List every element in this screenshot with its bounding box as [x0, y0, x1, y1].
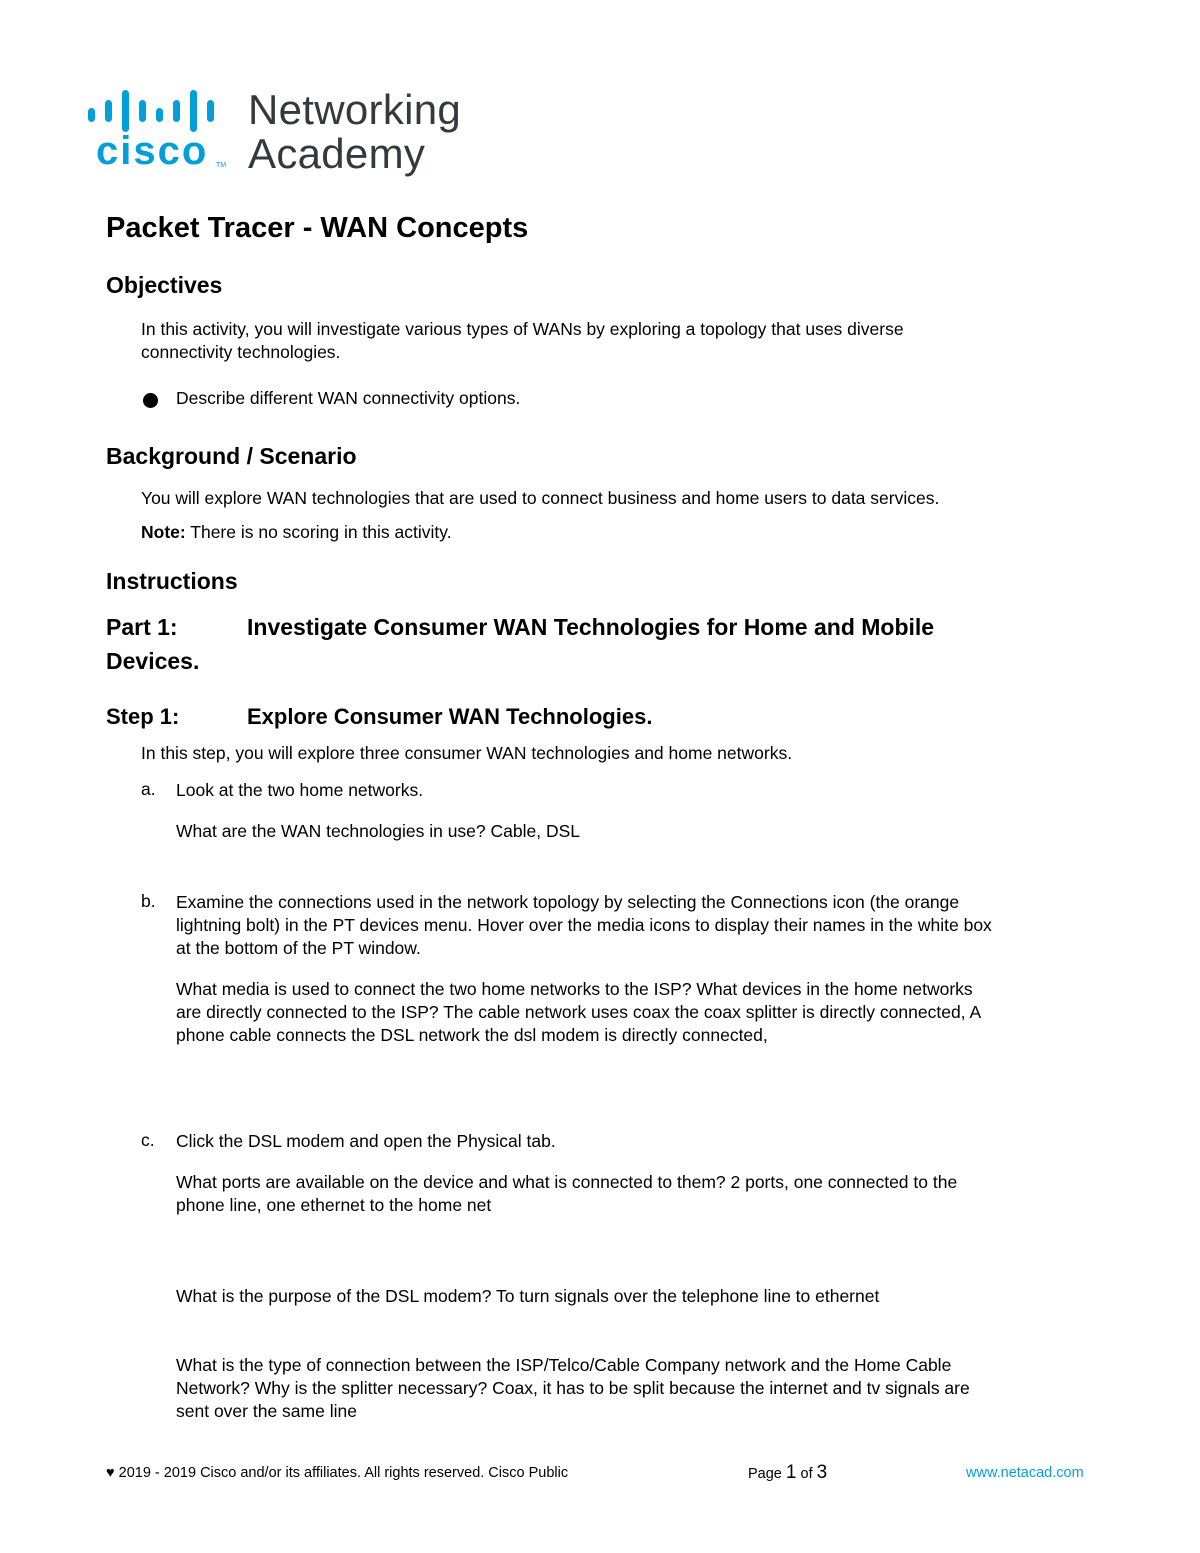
part-title-line2: Devices.: [106, 648, 200, 674]
step-title: Explore Consumer WAN Technologies.: [247, 704, 653, 729]
cisco-bars-icon: [86, 86, 221, 132]
background-heading: Background / Scenario: [106, 443, 357, 469]
cisco-wordmark: cisco: [96, 129, 209, 173]
objectives-intro-line1: In this activity, you will investigate various types of WANs by exploring a topology that uses diverse: [141, 319, 904, 339]
part-title-line1: Investigate Consumer WAN Technologies for Home and Mobile: [247, 614, 935, 640]
page-title: Packet Tracer - WAN Concepts: [106, 212, 529, 244]
item-c-question3-line3: sent over the same line: [176, 1401, 357, 1421]
item-c-question1-line1: What ports are available on the device and what is connected to them? 2 ports, one connected to the: [176, 1172, 958, 1192]
page-total: 3: [816, 1462, 828, 1483]
item-c-question3-line1: What is the type of connection between the ISP/Telco/Cable Company network and the Home Cable: [176, 1355, 952, 1375]
note-text: There is no scoring in this activity.: [190, 522, 452, 542]
part-label: Part 1:: [106, 614, 178, 640]
item-c-question3-line2: Network? Why is the splitter necessary? Coax, it has to be split because the internet and tv signals are: [176, 1378, 970, 1398]
objectives-intro-line2: connectivity technologies.: [141, 342, 341, 362]
objectives-heading: Objectives: [106, 272, 223, 298]
item-c-text: Click the DSL modem and open the Physical tab.: [176, 1131, 556, 1151]
item-b-question-line3: phone cable connects the DSL network the dsl modem is directly connected,: [176, 1025, 768, 1045]
item-b-text-line2: lightning bolt) in the PT devices menu. Hover over the media icons to display their names in the white box: [176, 915, 992, 935]
background-text: You will explore WAN technologies that are used to connect business and home users to data services.: [141, 488, 940, 508]
item-c-question2: What is the purpose of the DSL modem? To turn signals over the telephone line to ethernet: [176, 1286, 880, 1306]
item-a-question: What are the WAN technologies in use? Cable, DSL: [176, 821, 581, 841]
brand-networking: Networking: [248, 86, 462, 133]
page-label: Page: [748, 1466, 782, 1482]
trademark-mark: TM: [216, 162, 227, 169]
brand-academy: Academy: [248, 130, 426, 177]
item-b-marker: b.: [141, 891, 156, 911]
footer-page-number: [748, 1462, 827, 1484]
item-b-text-line3: at the bottom of the PT window.: [176, 938, 421, 958]
cisco-networking-academy-logo: [86, 86, 486, 186]
item-b-text-line1: Examine the connections used in the network topology by selecting the Connections icon (the orange: [176, 892, 960, 912]
note-label: Note:: [141, 522, 186, 542]
page-of: of: [800, 1466, 813, 1482]
page-current: 1: [785, 1462, 797, 1483]
item-b-question-line1: What media is used to connect the two home networks to the ISP? What devices in the home networks: [176, 979, 973, 999]
step-label: Step 1:: [106, 704, 180, 729]
footer-copyright: ♥ 2019 - 2019 Cisco and/or its affiliates. All rights reserved. Cisco Public: [106, 1465, 569, 1481]
item-b-question-line2: are directly connected to the ISP? The cable network uses coax the coax splitter is directly connected, A: [176, 1002, 982, 1022]
objective-bullet-text: Describe different WAN connectivity options.: [176, 388, 521, 408]
note-line: [141, 521, 452, 544]
instructions-heading: Instructions: [106, 568, 238, 594]
bullet-icon: [143, 393, 158, 408]
item-c-question1-line2: phone line, one ethernet to the home net: [176, 1195, 492, 1215]
step-intro: In this step, you will explore three consumer WAN technologies and home networks.: [141, 743, 793, 763]
item-a-marker: a.: [141, 779, 156, 799]
item-c-marker: c.: [141, 1130, 155, 1150]
footer-netacad-link[interactable]: www.netacad.com: [966, 1465, 1084, 1481]
item-a-text: Look at the two home networks.: [176, 780, 424, 800]
